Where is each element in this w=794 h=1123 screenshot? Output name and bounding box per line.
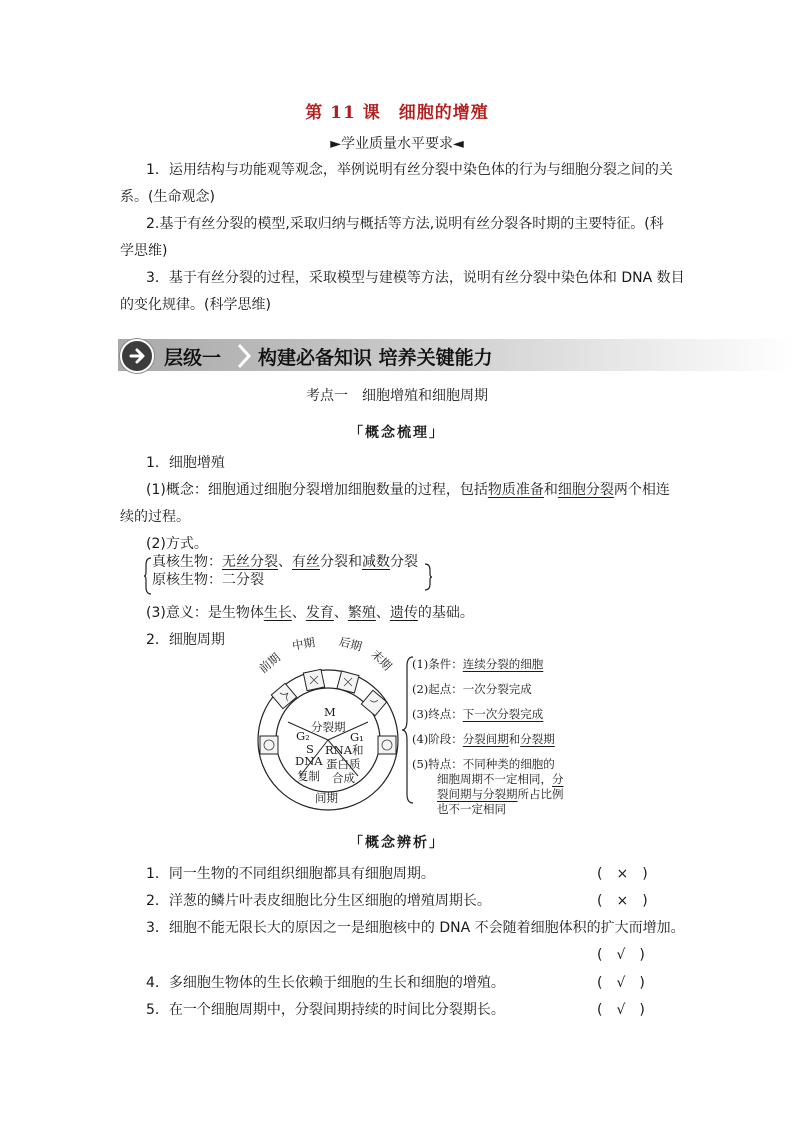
note-5-line2 xyxy=(437,771,564,787)
judgment-2-answer: ( × ) xyxy=(597,893,648,909)
note-1 xyxy=(412,656,543,672)
note-4-prefix: (4)阶段： xyxy=(412,732,463,746)
proliferation-heading: 1．细胞增殖 xyxy=(146,455,225,471)
requirement-2-line2: 学思维) xyxy=(120,243,168,259)
notes-brace-icon xyxy=(402,656,414,804)
phase-early-label: 前期 xyxy=(256,650,283,676)
note-2: (2)起点：一次分裂完成 xyxy=(412,682,532,696)
interphase-cell-icon-left xyxy=(260,736,278,754)
note-3 xyxy=(412,706,543,722)
protein-label: 蛋白质 xyxy=(326,757,361,771)
meaning-suffix: 的基础。 xyxy=(417,605,474,621)
lesson-title: 第 11 课 细胞的增殖 xyxy=(305,103,489,123)
concept-blank-1: 物质准备 xyxy=(487,482,544,498)
meaning-sep-1: 、 xyxy=(291,605,306,621)
meaning-line xyxy=(146,600,474,627)
judgment-4-answer: ( √ ) xyxy=(597,975,645,991)
note-5-line3-blank: 裂间期与分裂期 xyxy=(437,787,518,801)
banner-arrow-icon xyxy=(120,339,154,373)
meaning-sep-3: 、 xyxy=(375,605,390,621)
note-4 xyxy=(412,731,555,747)
requirement-3-line2: 的变化规律。(科学思维) xyxy=(120,297,271,313)
note-1-prefix: (1)条件： xyxy=(412,657,463,671)
meaning-prefix: (3)意义：是生物体 xyxy=(146,605,264,621)
requirement-1-line1: 1．运用结构与功能观等观念，举例说明有丝分裂中染色体的行为与细胞分裂之间的关 xyxy=(146,162,673,178)
rna-label: RNA和 xyxy=(325,743,364,757)
note-5-line1: (5)特点：不同种类的细胞的 xyxy=(412,757,555,771)
eukaryote-blank-3: 减数 xyxy=(362,554,390,570)
meaning-blank-1: 生长 xyxy=(263,605,292,621)
cell-cycle-heading: 2．细胞周期 xyxy=(146,632,225,648)
phase-late-label: 后期 xyxy=(337,634,364,654)
eukaryote-blank-1: 无丝分裂 xyxy=(222,554,278,570)
banner-level: 层级一 xyxy=(164,347,222,369)
dna-label: DNA xyxy=(295,754,323,768)
concept-suffix: 两个相连 xyxy=(613,482,670,498)
m-label: M xyxy=(324,705,336,719)
judgment-2-text: 2．洋葱的鳞片叶表皮细胞比分生区细胞的增殖周期长。 xyxy=(146,893,491,909)
phase-end-label: 末期 xyxy=(368,646,395,674)
judgment-5-answer: ( √ ) xyxy=(597,1002,645,1018)
interphase-label: 间期 xyxy=(315,791,338,805)
eukaryote-line xyxy=(152,552,418,572)
note-1-blank: 连续分裂的细胞 xyxy=(462,657,544,671)
requirement-1-line2: 系。(生命观念) xyxy=(120,189,215,205)
synthesis-label: 合成 xyxy=(332,771,355,785)
right-brace-icon xyxy=(424,563,432,591)
judgment-3-answer: ( √ ) xyxy=(597,947,645,963)
judgment-5-text: 5．在一个细胞周期中，分裂间期持续的时间比分裂期长。 xyxy=(146,1002,505,1018)
judgment-4-text: 4．多细胞生物体的生长依赖于细胞的生长和细胞的增殖。 xyxy=(146,975,505,991)
g1-label: G₁ xyxy=(350,730,364,744)
note-3-prefix: (3)终点： xyxy=(412,707,463,721)
eukaryote-suffix: 分裂 xyxy=(390,554,418,570)
judgment-3-text: 3．细胞不能无限长大的原因之一是细胞核中的 DNA 不会随着细胞体积的扩大而增加。 xyxy=(146,920,685,936)
replicate-label: 复制 xyxy=(297,769,320,783)
m-phase-label: 分裂期 xyxy=(311,720,346,734)
concept-and: 和 xyxy=(543,482,558,498)
meaning-blank-2: 发育 xyxy=(305,605,334,621)
note-5-line3-suffix: 所占比例 xyxy=(517,787,564,801)
note-4-mid: 和 xyxy=(508,732,521,746)
note-4-blank-2: 分裂期 xyxy=(520,732,555,746)
concept-line xyxy=(146,477,670,504)
note-5-line2-blank: 分 xyxy=(552,772,564,786)
mode-brace-block xyxy=(144,554,434,595)
meaning-sep-2: 、 xyxy=(333,605,348,621)
g2-label: G₂ xyxy=(296,729,310,743)
eukaryote-blank-2: 有丝 xyxy=(292,554,320,570)
concept-section-heading: 「概念梳理」 xyxy=(349,425,445,441)
note-5-line3 xyxy=(437,786,564,802)
eukaryote-sep: 、 xyxy=(278,554,292,570)
exam-point-heading: 考点一 细胞增殖和细胞周期 xyxy=(306,388,488,404)
s-label: S xyxy=(306,742,314,756)
note-4-blank-1: 分裂间期 xyxy=(462,732,509,746)
judgment-1-answer: ( × ) xyxy=(597,866,648,882)
note-5-line2-prefix: 细胞周期不一定相同， xyxy=(437,772,552,786)
eukaryote-label: 真核生物： xyxy=(152,554,222,570)
meaning-blank-4: 遗传 xyxy=(389,605,418,621)
interphase-cell-icon-right xyxy=(378,736,396,754)
requirements-heading: ►学业质量水平要求◄ xyxy=(330,136,464,152)
mode-heading: (2)方式。 xyxy=(146,536,208,552)
requirement-3-line1: 3．基于有丝分裂的过程，采取模型与建模等方法，说明有丝分裂中染色体和 DNA 数目 xyxy=(146,270,685,286)
analysis-section-heading: 「概念辨析」 xyxy=(349,835,445,851)
meaning-blank-3: 繁殖 xyxy=(347,605,376,621)
concept-line-2: 续的过程。 xyxy=(120,509,190,525)
note-3-blank: 下一次分裂完成 xyxy=(462,707,544,721)
concept-blank-2: 细胞分裂 xyxy=(557,482,614,498)
phase-mid-label: 中期 xyxy=(290,635,317,653)
eukaryote-mid: 分裂和 xyxy=(320,554,362,570)
concept-prefix: (1)概念：细胞通过细胞分裂增加细胞数量的过程，包括 xyxy=(146,482,488,498)
banner-chevron-icon xyxy=(236,343,252,373)
judgment-1-text: 1．同一生物的不同组织细胞都具有细胞周期。 xyxy=(146,866,435,882)
note-5-line4: 也不一定相同 xyxy=(437,802,506,816)
prokaryote-line: 原核生物：二分裂 xyxy=(152,572,264,588)
left-brace-icon xyxy=(144,557,152,595)
requirement-2-line1: 2.基于有丝分裂的模型,采取归纳与概括等方法,说明有丝分裂各时期的主要特征。(科 xyxy=(146,216,664,232)
banner-title: 构建必备知识 培养关键能力 xyxy=(258,347,493,369)
